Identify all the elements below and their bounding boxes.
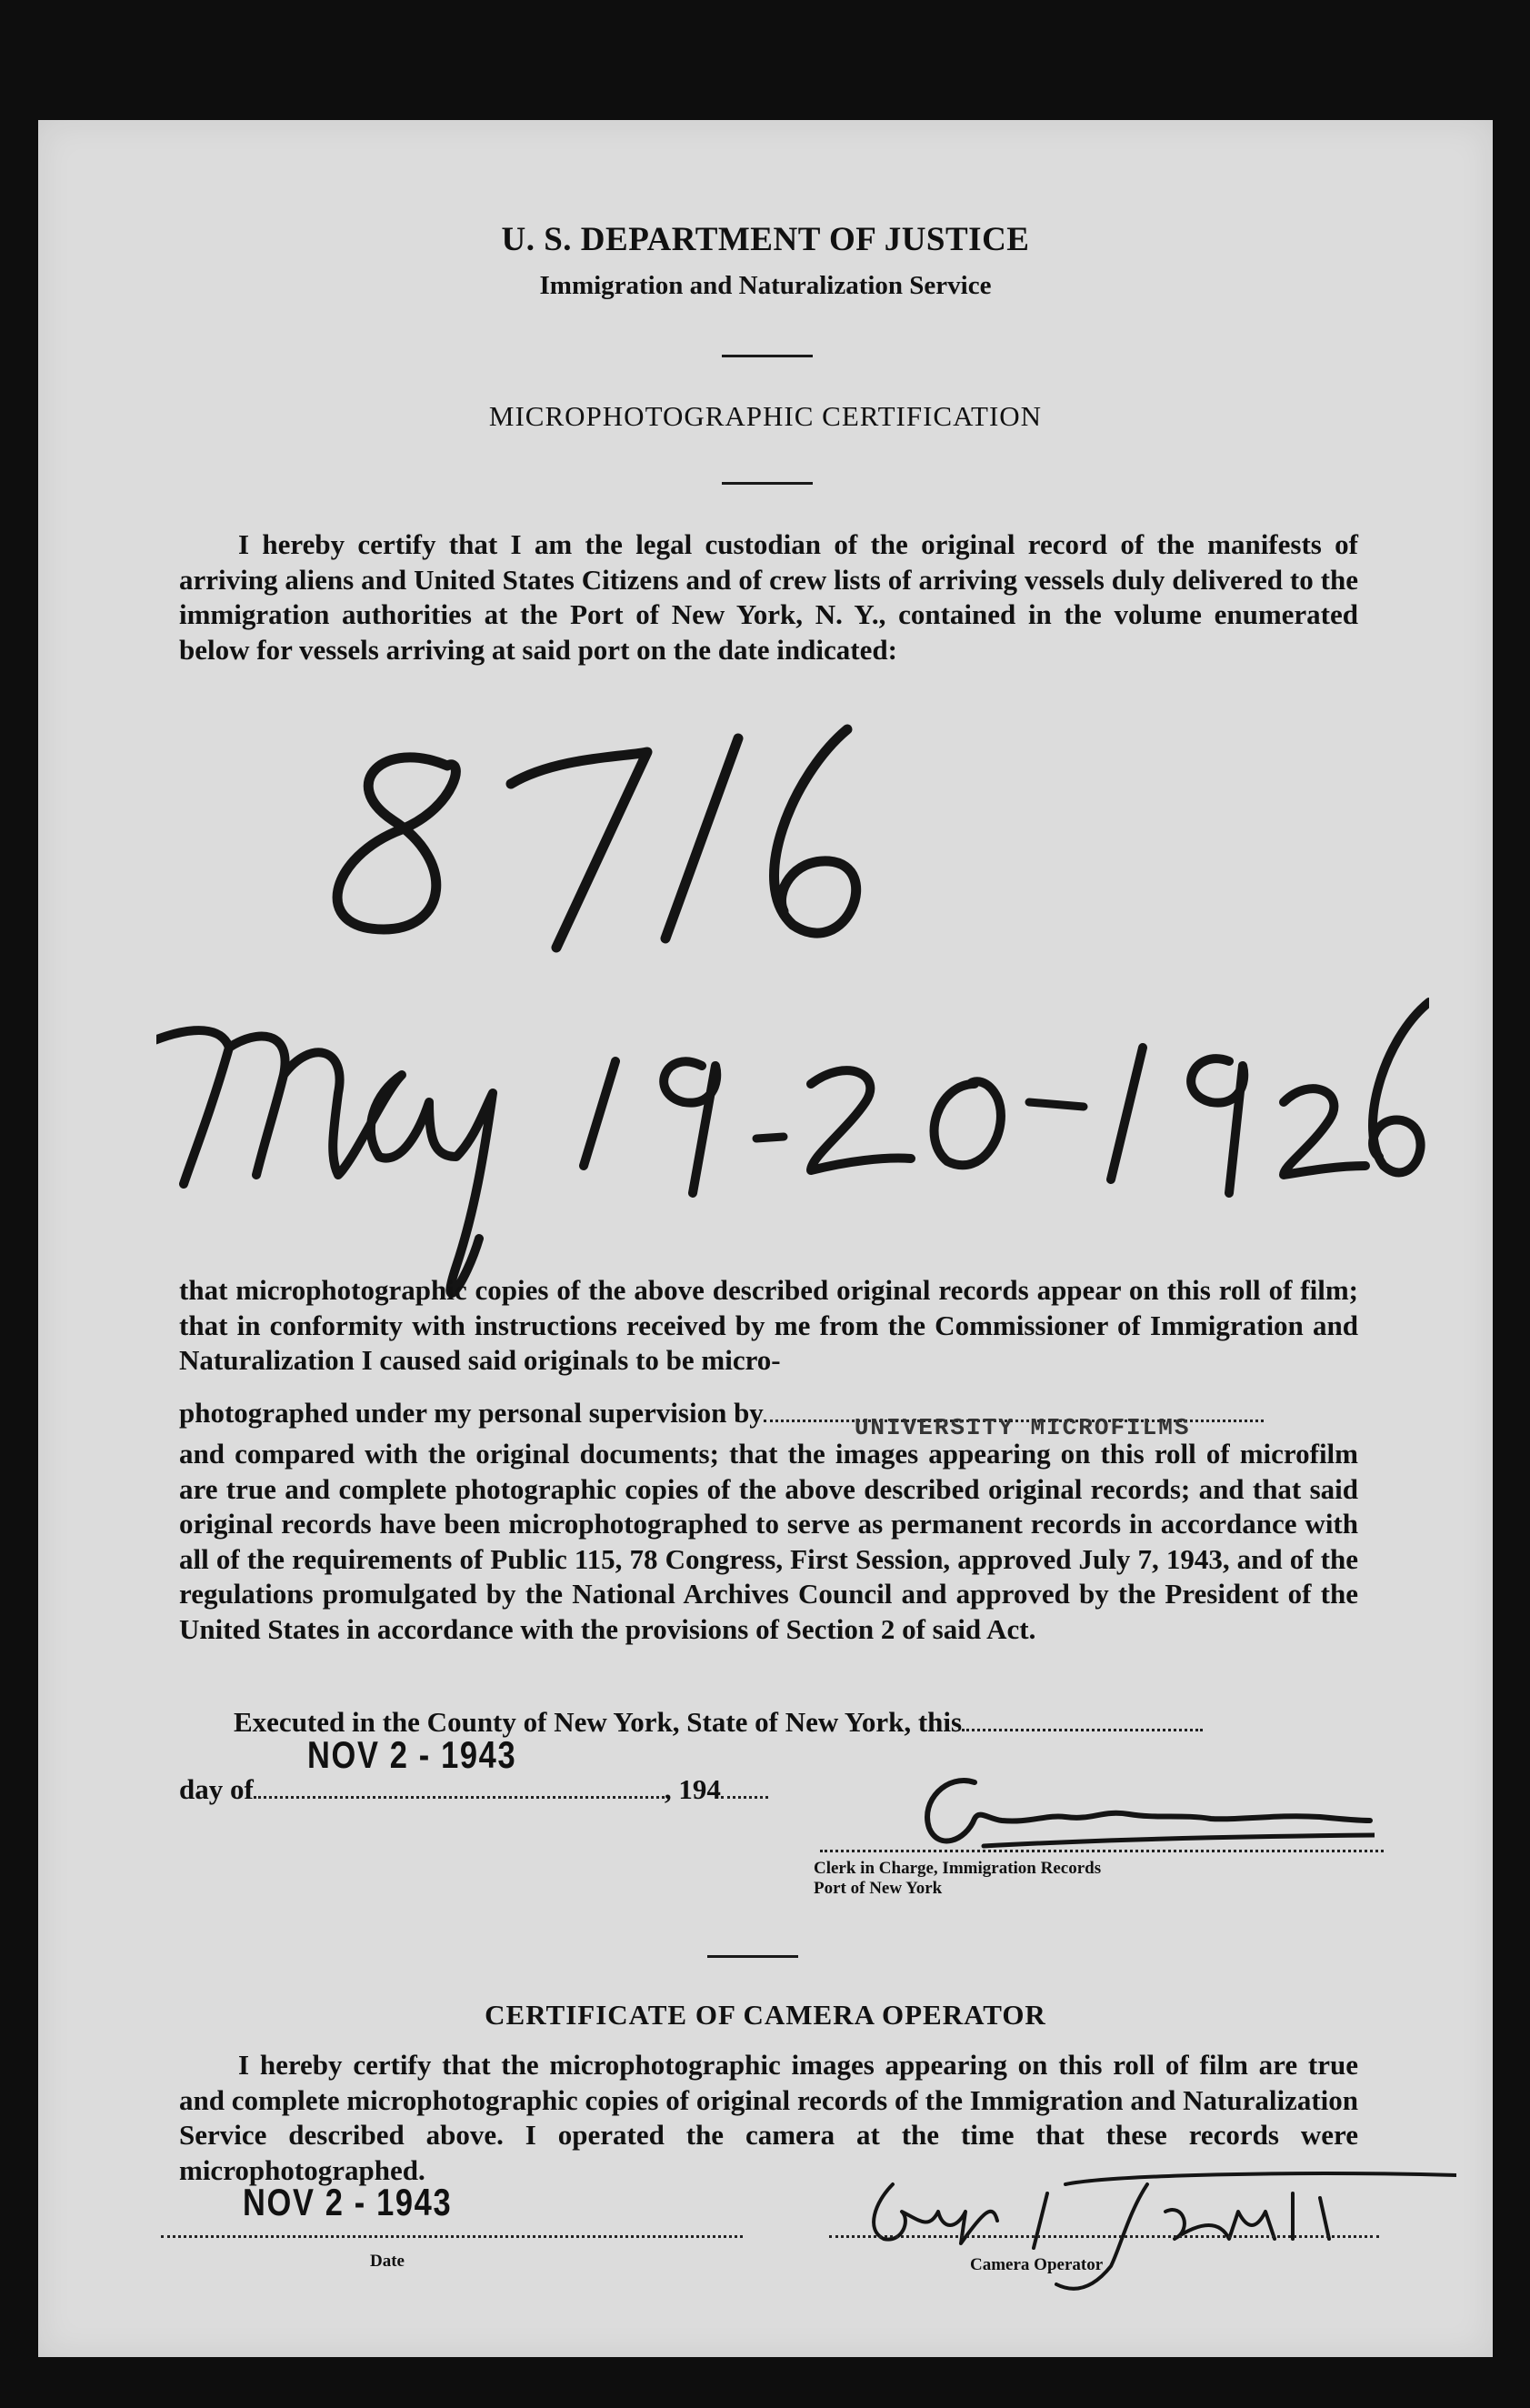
year-suffix: , 194 <box>664 1773 721 1805</box>
camera-date-stamp: NOV 2 - 1943 <box>243 2181 453 2223</box>
handwriting-image <box>156 702 1429 1320</box>
clerk-signature-line <box>820 1850 1384 1852</box>
certificate-page <box>38 120 1493 2357</box>
clerk-title-line2: Port of New York <box>814 1879 943 1898</box>
service-subheading: Immigration and Naturalization Service <box>539 271 992 300</box>
supervision-prefix: photographed under my personal supervision by <box>179 1397 764 1429</box>
camera-operator-title: CERTIFICATE OF CAMERA OPERATOR <box>485 1999 1046 2031</box>
date-line <box>161 2235 743 2238</box>
day-of-line <box>179 1773 768 1806</box>
camera-operator-label: Camera Operator <box>970 2255 1104 2274</box>
year-field <box>721 1796 768 1799</box>
day-of-field <box>254 1796 665 1799</box>
clerk-title <box>814 1859 1101 1899</box>
certification-paragraph-end: and compared with the original documents; that the images appearing on this roll of microfilm are true and complete photographic copies of the above described original records; and that said original records have been microphotographed to serve as permanent records in accordance with all of the requirements of Public 115, 78 Congress, First Session, approved July 7, 1943, and of the regulations promulgated by the National Archives Council and approved by the President of the United States in accordance with the provisions of Section 2 of said Act. <box>179 1438 1358 1645</box>
certification-title: MICROPHOTOGRAPHIC CERTIFICATION <box>488 400 1043 432</box>
supervisor-field <box>764 1414 1264 1441</box>
camera-operator-paragraph: I hereby certify that the microphotographic images appearing on this roll of film are true and complete microphotographic copies of original records of the Immigration and Naturalization Service described above. I operated the camera at the time that these records were microphotographed. <box>179 2049 1358 2186</box>
date-label: Date <box>370 2252 405 2271</box>
day-of-label: day of <box>179 1773 254 1805</box>
certification-paragraph-start: that microphotographic copies of the above described original records appear on this roll of film; that in conformity with instructions received by me from the Commissioner of Immigration and Naturalization I caused said originals to be micro- <box>179 1274 1358 1376</box>
supervision-line <box>179 1397 1264 1441</box>
executed-day-field <box>962 1729 1203 1731</box>
department-heading: U. S. DEPARTMENT OF JUSTICE <box>501 221 1030 258</box>
clerk-title-line1: Clerk in Charge, Immigration Records <box>814 1859 1102 1878</box>
divider <box>722 482 813 485</box>
supervisor-name: UNIVERSITY MICROFILMS <box>854 1414 1191 1441</box>
camera-operator-signature <box>838 2157 1456 2293</box>
handwritten-volume-and-dates <box>156 702 1429 1320</box>
executed-text: Executed in the County of New York, State of New York, this <box>234 1706 963 1738</box>
intro-paragraph: I hereby certify that I am the legal custodian of the original record of the manifests of arriving aliens and United States Citizens and of crew lists of arriving vessels duly delivered to the immigration authorities at the Port of New York, N. Y., contained in the volume enumerated below for vessels arriving at said port on the date indicated: <box>179 528 1358 666</box>
divider <box>722 355 813 357</box>
divider <box>707 1955 798 1958</box>
execution-date-stamp: NOV 2 - 1943 <box>307 1733 517 1776</box>
camera-operator-signature-line <box>829 2235 1379 2238</box>
